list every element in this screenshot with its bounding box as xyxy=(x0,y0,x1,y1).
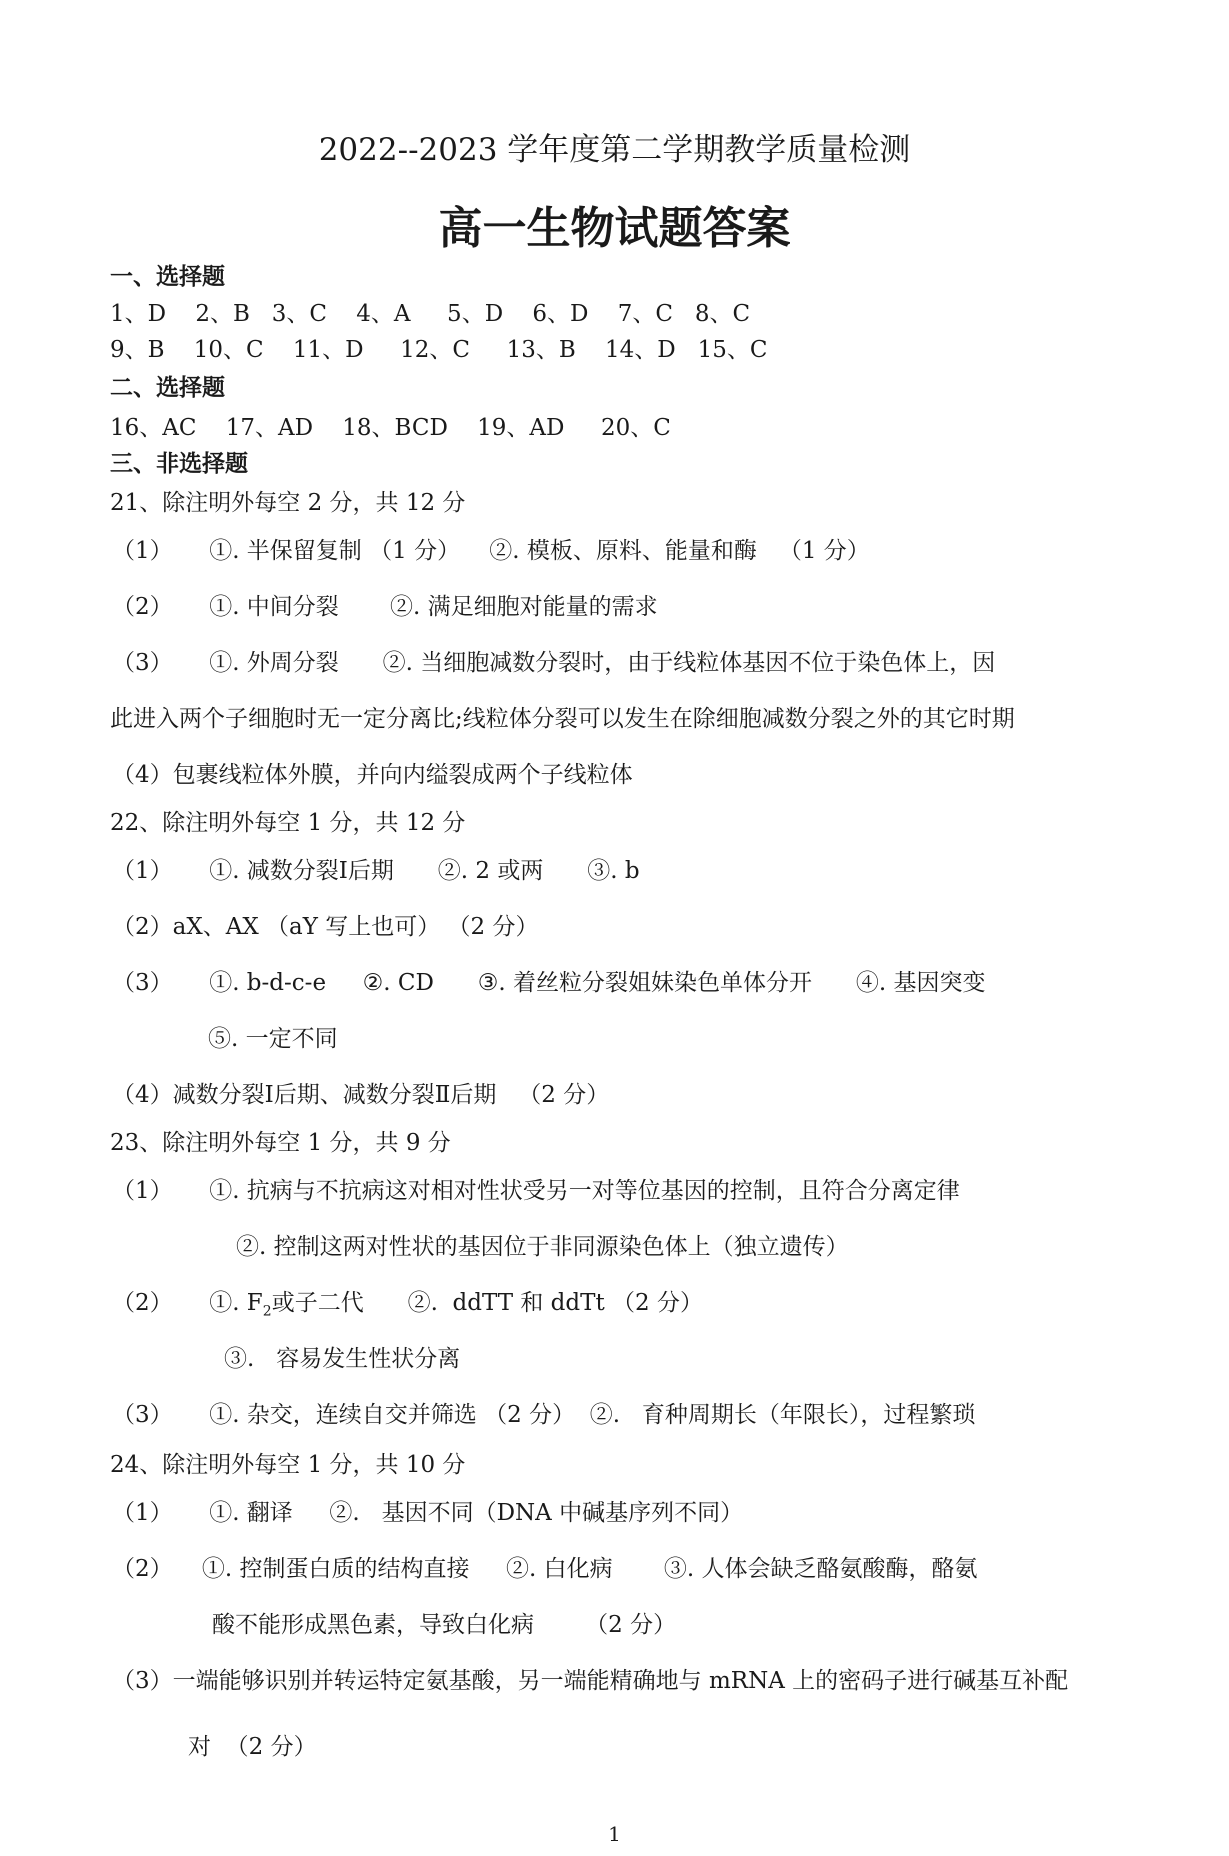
q21-line-4: （4）包裹线粒体外膜，并向内缢裂成两个子线粒体 xyxy=(112,762,633,788)
q22-line-3b: ⑤. 一定不同 xyxy=(208,1026,338,1052)
q22-line-2: （2）aX、AX （aY 写上也可） （2 分） xyxy=(112,914,539,940)
section2-heading: 二、选择题 xyxy=(110,375,225,401)
q21-line-3b: 此进入两个子细胞时无一定分离比;线粒体分裂可以发生在除细胞减数分裂之外的其它时期 xyxy=(110,706,1015,732)
q21-line-1: （1） ①. 半保留复制 （1 分） ②. 模板、原料、能量和酶 （1 分） xyxy=(112,538,870,564)
q22-header: 22、除注明外每空 1 分，共 12 分 xyxy=(110,810,466,836)
q23-line-2b: ③. 容易发生性状分离 xyxy=(224,1346,461,1372)
q23-line-3: （3） ①. 杂交，连续自交并筛选 （2 分） ②. 育种周期长（年限长），过程繁琐 xyxy=(112,1402,976,1428)
doc-title: 高一生物试题答案 xyxy=(438,203,791,254)
mcq-row-1: 1、D 2、B 3、C 4、A 5、D 6、D 7、C 8、C xyxy=(110,301,751,327)
page-number: 1 xyxy=(608,1822,621,1846)
q21-line-2: （2） ①. 中间分裂 ②. 满足细胞对能量的需求 xyxy=(112,594,658,620)
mcq-row-2: 9、B 10、C 11、D 12、C 13、B 14、D 15、C xyxy=(110,337,768,363)
q24-line-2a: （2） ①. 控制蛋白质的结构直接 ②. 白化病 ③. 人体会缺乏酪氨酸酶，酪氨 xyxy=(112,1556,978,1582)
q23-line-2a: （2） ①. $F_2$或子二代 ②. ddTT 和 ddTt （2 分） xyxy=(112,1290,703,1320)
q21-line-3a: （3） ①. 外周分裂 ②. 当细胞减数分裂时，由于线粒体基因不位于染色体上，因 xyxy=(112,650,996,676)
section1-heading: 一、选择题 xyxy=(110,264,225,290)
q24-line-1: （1） ①. 翻译 ②. 基因不同（DNA 中碱基序列不同） xyxy=(112,1500,744,1526)
q22-line-3a: （3） ①. b-d-c-e ②. CD ③. 着丝粒分裂姐妹染色单体分开 ④. 基因突变 xyxy=(112,970,986,996)
section3-heading: 三、非选择题 xyxy=(110,451,248,477)
q24-header: 24、除注明外每空 1 分，共 10 分 xyxy=(110,1452,466,1478)
q24-line-2b: 酸不能形成黑色素，导致白化病 （2 分） xyxy=(212,1612,677,1638)
q23-line-1a: （1） ①. 抗病与不抗病这对相对性状受另一对等位基因的控制，且符合分离定律 xyxy=(112,1178,960,1204)
multi-row-1: 16、AC 17、AD 18、BCD 19、AD 20、C xyxy=(110,415,671,441)
q22-line-1: （1） ①. 减数分裂Ⅰ后期 ②. 2 或两 ③. b xyxy=(112,858,640,884)
q24-line-3b: 对 （2 分） xyxy=(188,1734,317,1760)
q24-line-3a: （3）一端能够识别并转运特定氨基酸，另一端能精确地与 mRNA 上的密码子进行碱基互补配 xyxy=(112,1668,1069,1694)
q23-line-1b: ②. 控制这两对性状的基因位于非同源染色体上（独立遗传） xyxy=(236,1234,849,1260)
exam-title: 2022--2023 学年度第二学期教学质量检测 xyxy=(318,132,911,168)
q23-header: 23、除注明外每空 1 分，共 9 分 xyxy=(110,1130,451,1156)
q22-line-4: （4）减数分裂Ⅰ后期、减数分裂Ⅱ后期 （2 分） xyxy=(112,1082,610,1108)
q21-header: 21、除注明外每空 2 分，共 12 分 xyxy=(110,490,466,516)
